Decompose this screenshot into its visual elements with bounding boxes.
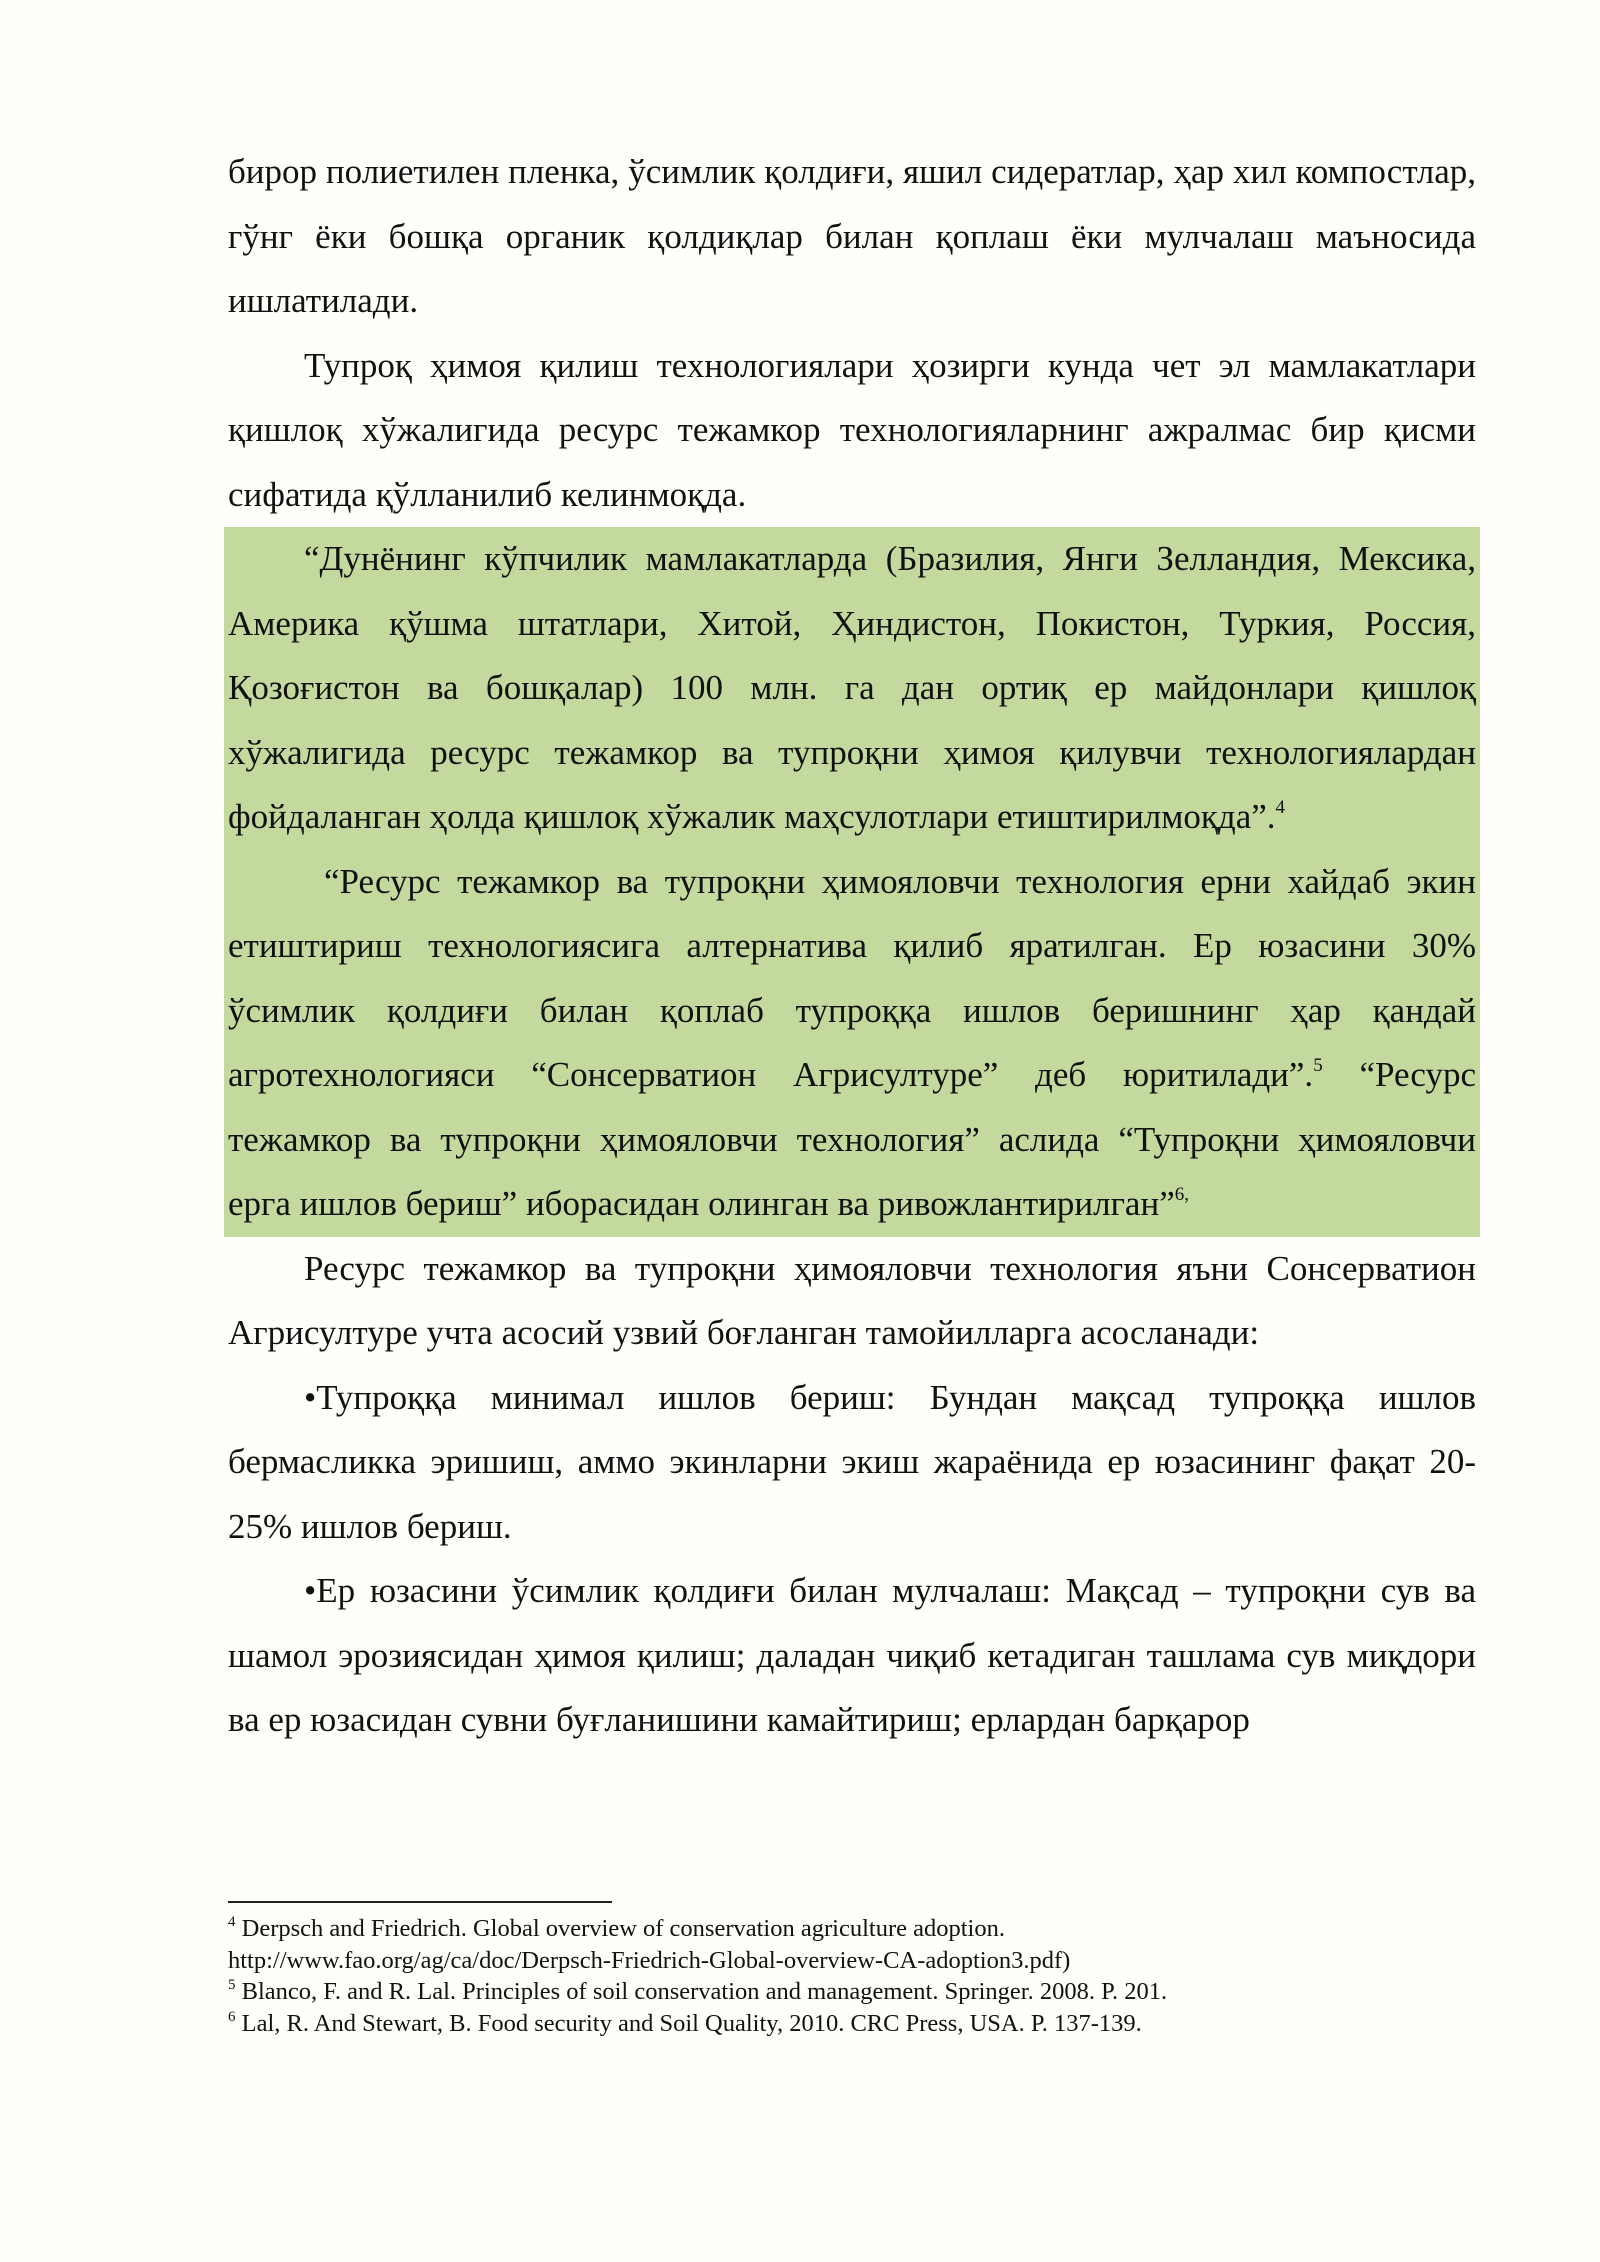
quote-world-countries-text: “Дунёнинг кўпчилик мамлакатларда (Бразилия, Янги Зелландия, Мексика, Америка қўшма штатлари, Хитой, Ҳиндистон, Покистон, Туркия, Россия, Қозоғистон ва бошқалар) 100 млн. га дан ортиқ ер майдонлари қишлоқ хўжалигида ресурс тежамкор ва тупроқни ҳимоя қилувчи технологиялардан фойдаланган ҳолда қишлоқ хўжалик маҳсулотлари етиштирилмоқда”. [228,539,1476,836]
footnote-text: Blanco, F. and R. Lal. Principles of soil conservation and management. Springer. 2008. P. 201. [235,1978,1168,2005]
bullet-item-mulching [228,1559,1476,1753]
footnote-separator [228,1901,612,1903]
paragraph-soil-protection-intro: Тупроқ ҳимоя қилиш технологиялари ҳозирги кунда чет эл мамлакатлари қишлоқ хўжалигида ресурс тежамкор технологияларнинг ажралмас бир қисми сифатида қўлланилиб келинмоқда. [228,345,1476,514]
footnote-5 [228,1976,1476,2008]
footnote-text: Lal, R. And Stewart, B. Food security and Soil Quality, 2010. CRC Press, USA. P. 137-139. [235,2009,1142,2037]
footnote-ref-4[interactable]: 4 [1275,797,1286,818]
footnote-6 [228,2008,1476,2040]
paragraph-mulching-definition: бирор полиетилен пленка, ўсимлик қолдиғи, яшил сидератлар, ҳар хил компостлар, гўнг ёки бошқа органик қолдиқлар билан қоплаш ёки мулчалаш маъносида ишлатилади. [228,152,1476,320]
footnote-ref-5[interactable]: 5 [1313,1055,1323,1076]
bullet-icon: • [304,1571,317,1610]
bullet-item-minimal-tillage [228,1366,1476,1560]
footnote-link[interactable]: http://www.fao.org/ag/ca/doc/Derpsch-Friedrich-Global-overview-CA-adoption3.pdf) [228,1946,1071,1974]
footnote-number: 4 [228,1914,236,1930]
highlighted-quote-block [224,527,1480,1237]
footnote-number: 6 [228,2008,236,2025]
footnote-4 [228,1913,1476,1945]
quote-conservation-agriculture [228,850,1476,1237]
page-body [228,140,1476,1753]
quote-conservation-agriculture-text-b: “Ресурс тежамкор ва тупроқни ҳимояловчи технология” аслида “Тупроқни ҳимояловчи ерга ишлов бериш” иборасидан олинган ва ривожлантирилган” [228,1055,1476,1223]
footnotes-section [228,1901,1476,2039]
bullet-item-mulching-text: Ер юзасини ўсимлик қолдиғи билан мулчалаш: Мақсад – тупроқни сув ва шамол эрозиясидан ҳимоя қилиш; даладан чиқиб кетадиган ташлама сув миқдори ва ер юзасидан сувни буғланишини камайтириш; ерлардан барқарор [228,1571,1476,1739]
footnote-text: Derpsch and Friedrich. Global overview of conservation agriculture adoption. [235,1915,1005,1942]
quote-world-countries [228,527,1476,850]
footnote-4-url [228,1945,1476,1977]
paragraph-three-principles: Ресурс тежамкор ва тупроқни ҳимояловчи технология яъни Сонсерватион Агрисултуре учта асосий узвий боғланган тамойилларга асосланади: [228,1248,1476,1352]
footnote-ref-6[interactable]: 6, [1174,1184,1189,1205]
footnote-number: 5 [228,1977,236,1993]
quote-conservation-agriculture-text-a: “Ресурс тежамкор ва тупроқни ҳимояловчи технология ерни хайдаб экин етиштириш технологиясига алтернатива қилиб яратилган. Ер юзасини 30% ўсимлик қолдиғи билан қоплаб тупроққа ишлов беришнинг ҳар қандай агротехнологияси “Сонсерватион Агрисултуре” деб юритилади”. [228,861,1476,1094]
bullet-item-minimal-tillage-text: Тупроққа минимал ишлов бериш: Бундан мақсад тупроққа ишлов бермасликка эришиш, аммо экинларни экиш жараёнида ер юзасининг фақат 20-25% ишлов бериш. [228,1377,1476,1546]
bullet-icon: • [304,1377,317,1417]
